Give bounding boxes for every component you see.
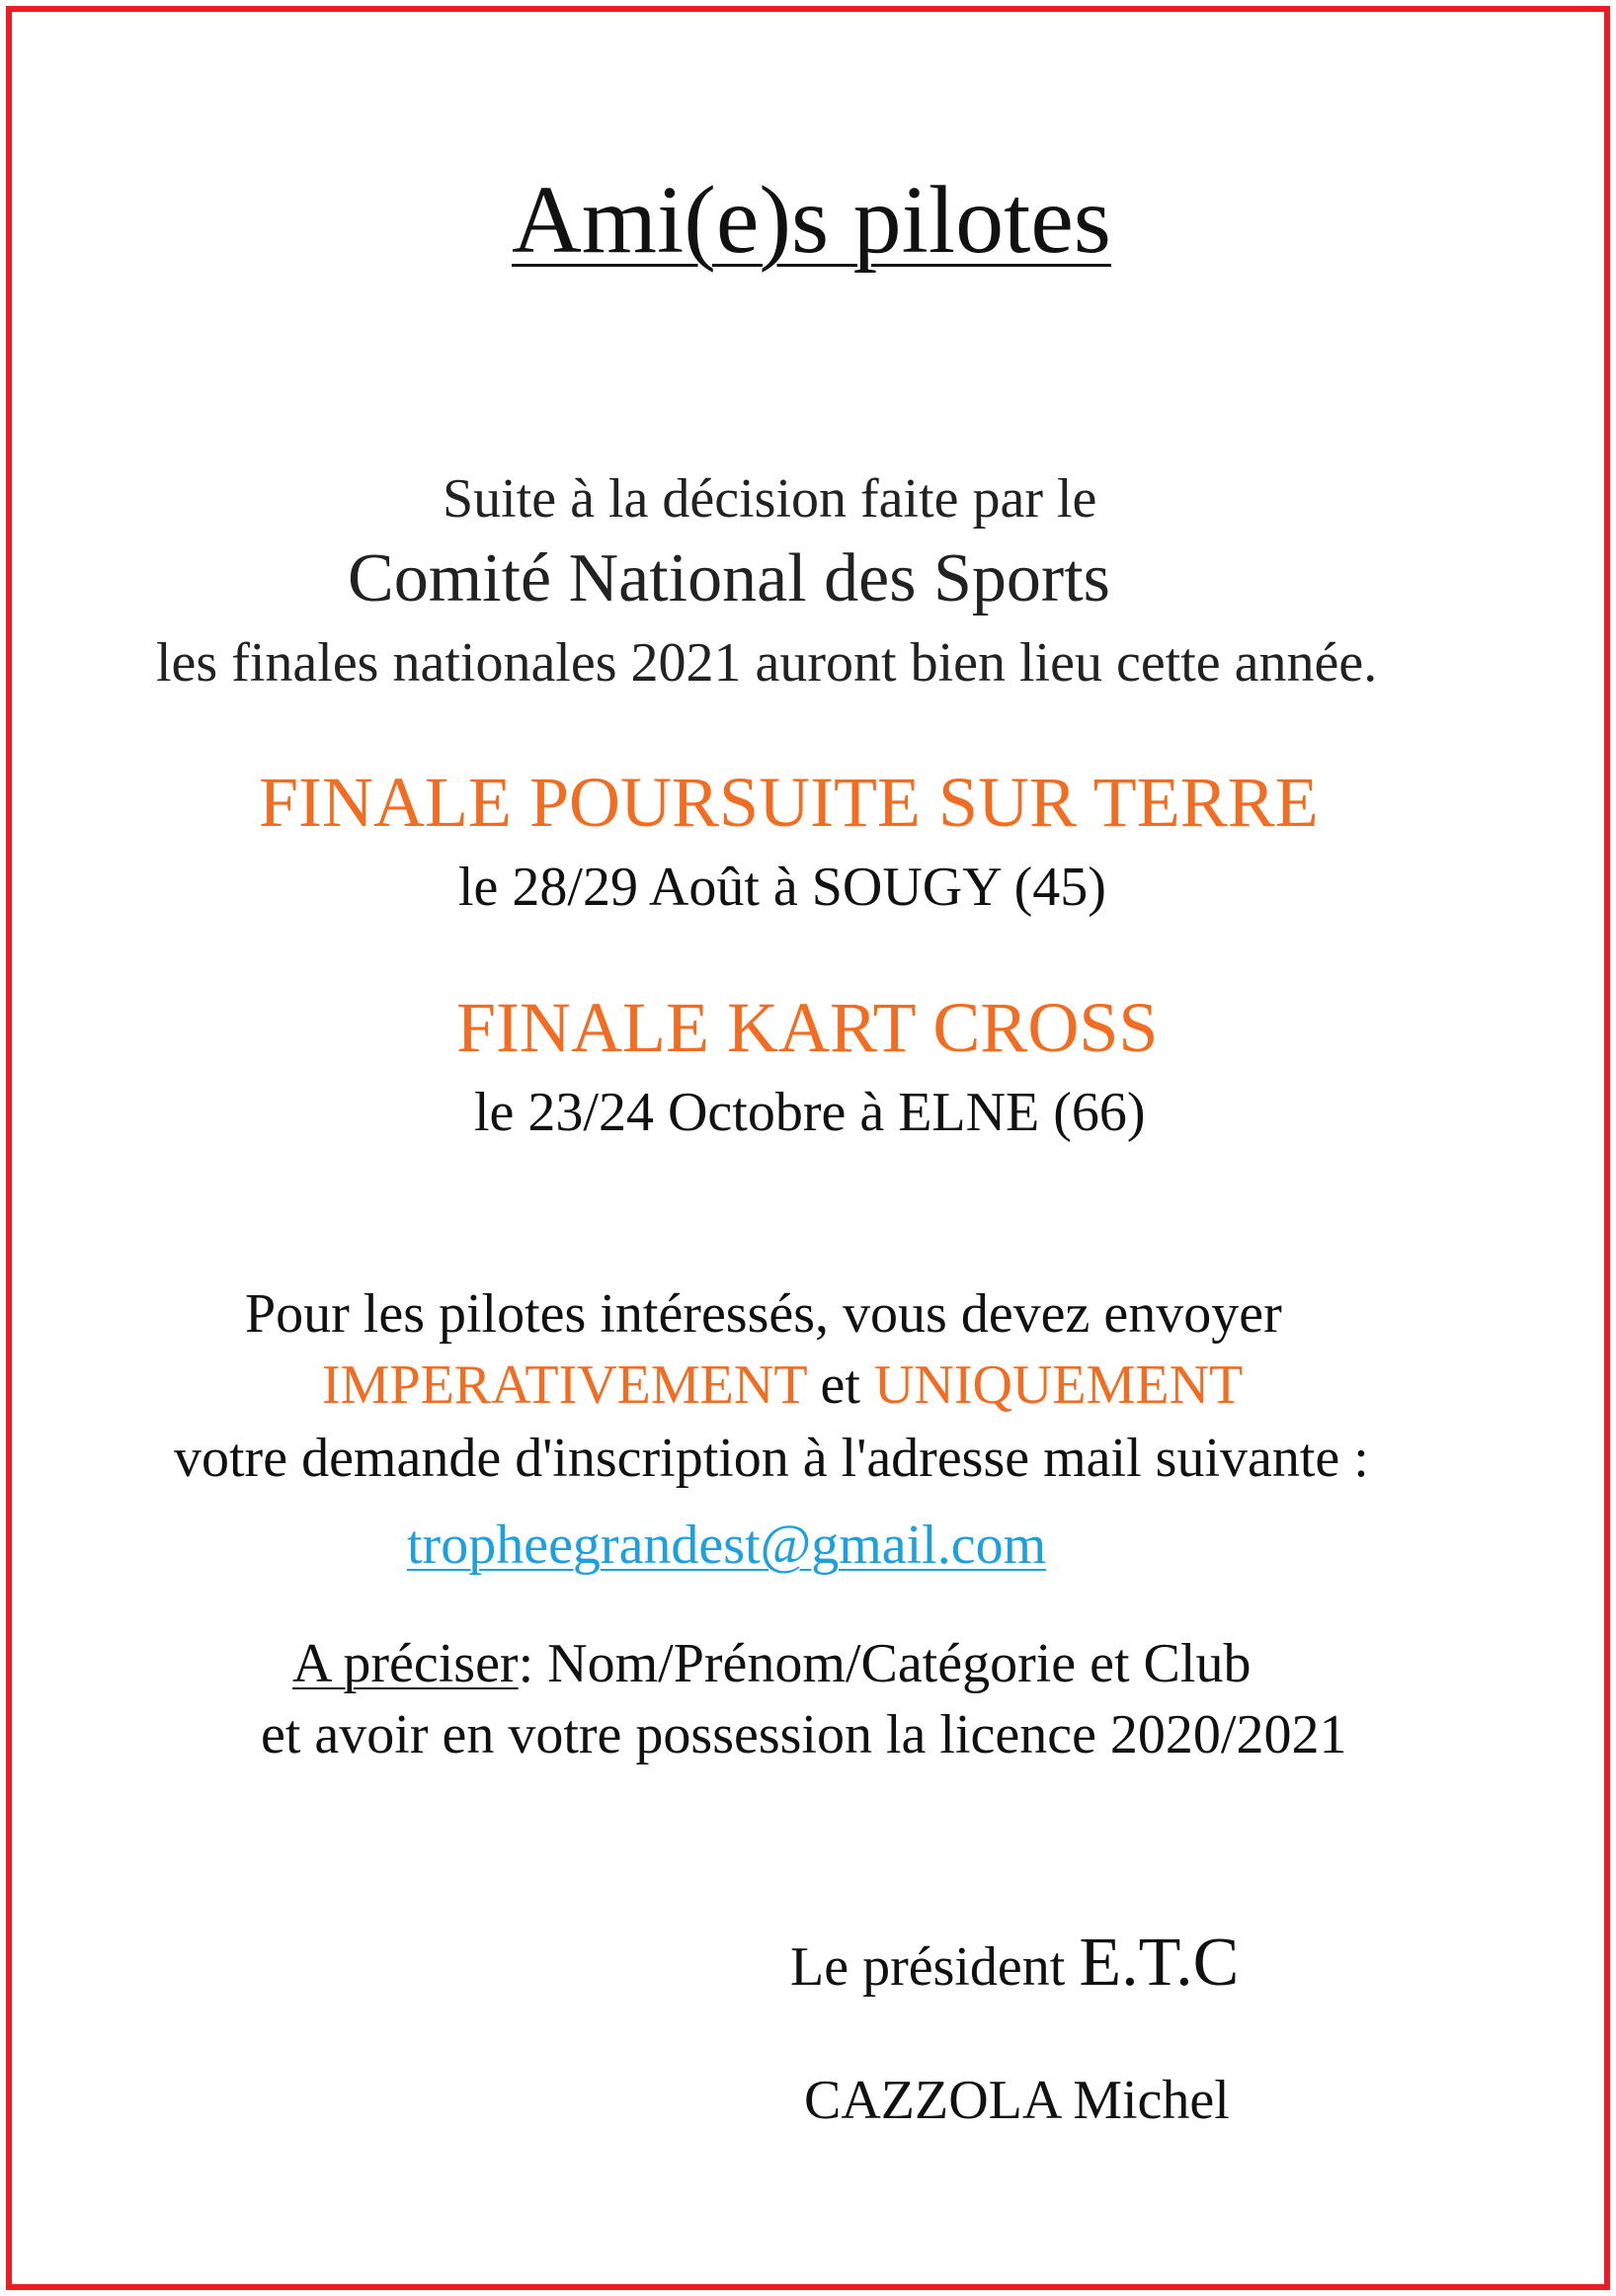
instructions-line-1: Pour les pilotes intéressés, vous devez envoyer — [245, 1283, 1282, 1345]
final-title-poursuite: FINALE POURSUITE SUR TERRE — [259, 763, 1319, 842]
organization-name: E.T.C — [1079, 1925, 1240, 2001]
precise-label: A préciser — [292, 1633, 519, 1694]
and-word: et — [806, 1354, 874, 1416]
intro-line-2: Comité National des Sports — [348, 540, 1110, 616]
precise-line — [292, 1633, 1252, 1694]
instructions-line-2 — [322, 1354, 1244, 1416]
intro-line-3: les finales nationales 2021 auront bien lieu cette année. — [156, 632, 1378, 694]
only-word: UNIQUEMENT — [873, 1354, 1244, 1416]
intro-line-1: Suite à la décision faite par le — [443, 468, 1097, 530]
licence-line: et avoir en votre possession la licence 2020/2021 — [261, 1704, 1347, 1765]
imperatively-word: IMPERATIVEMENT — [322, 1354, 807, 1416]
page-title: Ami(e)s pilotes — [512, 167, 1111, 274]
instructions-line-3: votre demande d'inscription à l'adresse mail suivante : — [174, 1428, 1369, 1489]
final-date-kart-cross: le 23/24 Octobre à ELNE (66) — [474, 1082, 1146, 1143]
final-date-poursuite: le 28/29 Août à SOUGY (45) — [458, 857, 1106, 918]
signature-role — [790, 1925, 1240, 2001]
precise-fields: : Nom/Prénom/Catégorie et Club — [518, 1633, 1252, 1694]
email-link[interactable]: tropheegrandest@gmail.com — [407, 1515, 1047, 1576]
signature-name: CAZZOLA Michel — [804, 2070, 1230, 2131]
final-title-kart-cross: FINALE KART CROSS — [456, 988, 1159, 1067]
president-label: Le président — [790, 1936, 1080, 1998]
